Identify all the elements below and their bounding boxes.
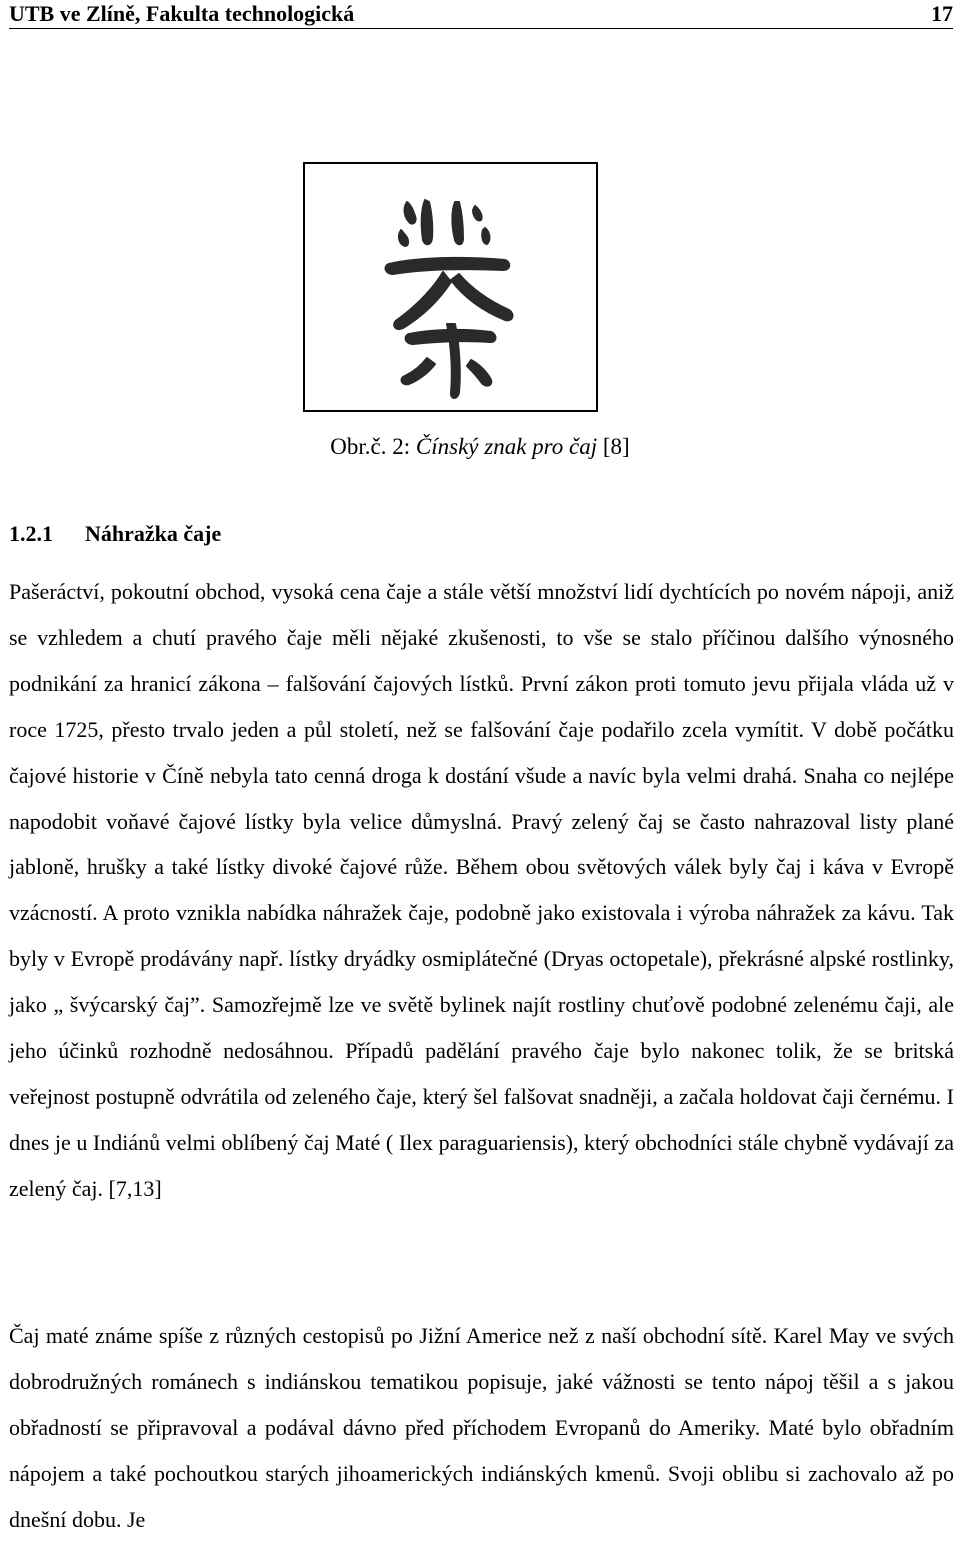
header-title: UTB ve Zlíně, Fakulta technologická [9, 1, 355, 26]
caption-reference: [8] [597, 434, 630, 459]
section-title: Náhražka čaje [85, 521, 222, 546]
body-paragraph-2: Čaj maté známe spíše z různých cestopisů po Jižní Americe než z naší obchodní sítě. Karel May ve svých dobrodružných románech s indiánskou tematikou popisuje, jaké vážnosti se tento nápoj těšil a s jakou obřadností se připravoval a podával dávno před příchodem Evropanů do Ameriky. Maté bylo obřadním nápojem a také pochoutkou starých jihoamerických indiánských kmenů. Svoji oblibu si zachovalo až po dnešní dobu. Je [9, 1323, 954, 1532]
page-header [9, 2, 953, 29]
page-number: 17 [931, 1, 953, 26]
caption-prefix: Obr.č. 2: [330, 434, 416, 459]
tea-character-image [305, 164, 596, 410]
figure-chinese-tea-character [303, 162, 598, 412]
figure-caption [0, 433, 960, 461]
section-number: 1.2.1 [9, 521, 53, 546]
caption-title: Čínský znak pro čaj [415, 434, 598, 459]
body-paragraph-1: Pašeráctví, pokoutní obchod, vysoká cena čaje a stále větší množství lidí dychtících po novém nápoji, aniž se vzhledem a chutí pravého čaje měli nějaké zkušenosti, to vše se stalo příčinou dalšího výnosného podnikání za hranicí zákona – falšování čajových lístků. První zákon proti tomuto jevu přijala vláda už v roce 1725, přesto trvalo jeden a půl století, než se falšování čaje podařilo zcela vymítit. V době počátku čajové historie v Číně nebyla tato cenná droga k dostání všude a navíc byla velmi drahá. Snaha co nejlépe napodobit voňavé čajové lístky byla velice důmyslná. Pravý zelený čaj se často nahrazoval listy plané jabloně, hrušky a také lístky divoké čajové růže. Během obou světových válek byly čaj i káva v Evropě vzácností. A proto vznikla nabídka náhražek čaje, podobně jako existovala i výroba náhražek za kávu. Tak byly v Evropě prodávány např. lístky dryádky osmiplátečné (Dryas octopetale), překrásné alpské rostlinky, jako „ švýcarský čaj”. Samozřejmě lze ve světě bylinek najít rostliny chuťově podobné zelenému čaji, ale jeho účinků rozhodně nedosáhnou. Případů padělání pravého čaje bylo nakonec tolik, že se britská veřejnost postupně odvrátila od zeleného čaje, který šel falšovat snadněji, a začala holdovat čaji černému. I dnes je u Indiánů velmi oblíbený čaj Maté ( Ilex paraguariensis), který obchodníci stále chybně vydávají za zelený čaj. [7,13] [9, 579, 954, 1201]
section-heading [9, 520, 221, 548]
